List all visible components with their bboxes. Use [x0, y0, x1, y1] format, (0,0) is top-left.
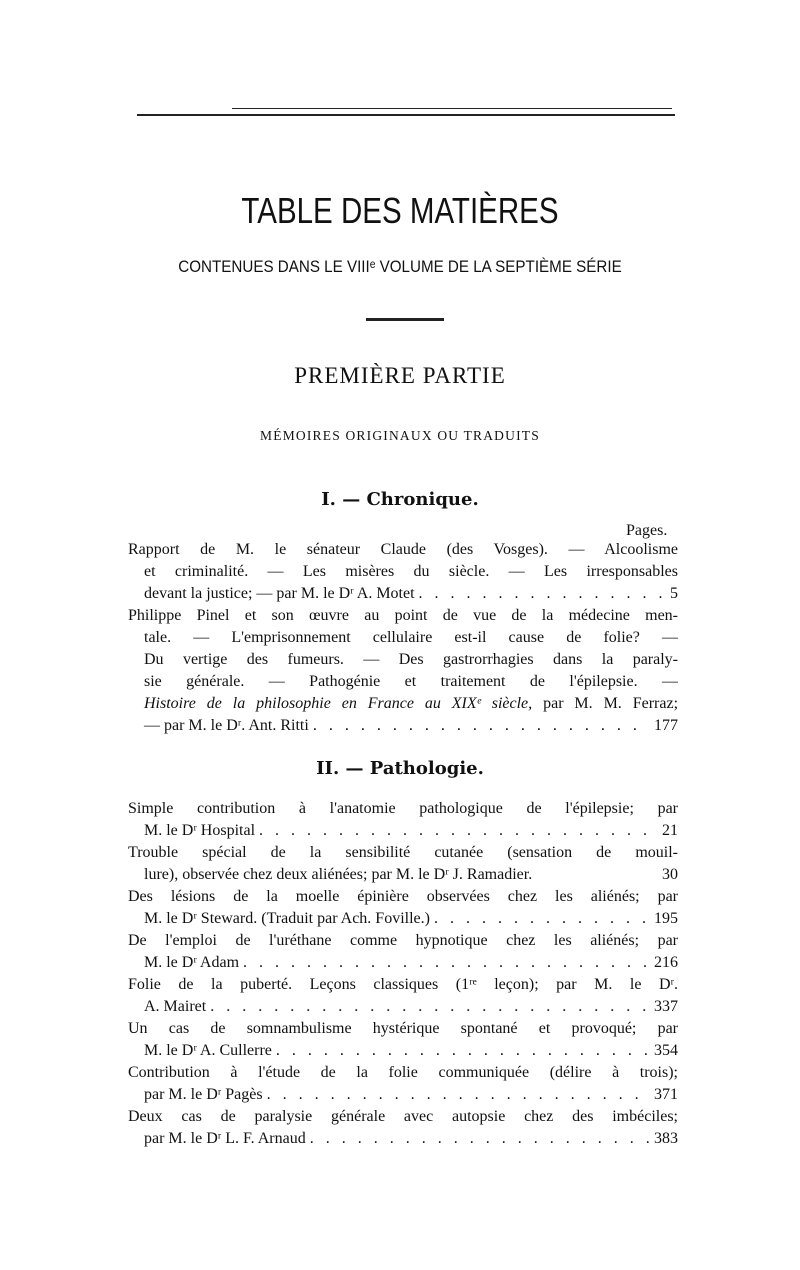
page-number: 177 — [654, 717, 678, 734]
toc-entry — [128, 1128, 678, 1150]
leader-dots — [243, 952, 650, 974]
toc-line: Simple contribution à l'anatomie pathologique de l'épilepsie; par — [128, 800, 678, 817]
section-heading-pathologie: II. — Pathologie. — [316, 758, 484, 779]
toc-line: M. le Dʳ Steward. (Traduit par Ach. Foville.) — [144, 910, 430, 927]
toc-line: Deux cas de paralysie générale avec autopsie chez des imbéciles; — [128, 1108, 678, 1125]
toc-line: M. le Dʳ Hospital — [144, 822, 256, 839]
toc-line: lure), observée chez deux aliénées; par M. le Dʳ J. Ramadier. — [144, 866, 533, 883]
leader-dots — [419, 583, 666, 605]
toc-line: par M. le Dʳ Pagès — [144, 1086, 263, 1103]
section-heading-chronique: I. — Chronique. — [321, 489, 479, 510]
toc-line: Un cas de somnambulisme hystérique spontané et provoqué; par — [128, 1020, 678, 1037]
toc-line: sie générale. — Pathogénie et traitement de l'épilepsie. — — [144, 673, 678, 690]
page-title: TABLE DES MATIÈRES — [241, 190, 559, 231]
toc-line: M. le Dʳ Adam — [144, 954, 240, 971]
pages-column-label: Pages. — [626, 522, 668, 539]
page-number: 383 — [654, 1130, 678, 1147]
page-number: 195 — [654, 910, 678, 927]
toc-line: Philippe Pinel et son œuvre au point de vue de la médecine men- — [128, 607, 678, 624]
toc-entry — [128, 908, 678, 930]
center-divider — [366, 318, 444, 321]
toc-entry — [128, 1040, 678, 1062]
toc-line: Rapport de M. le sénateur Claude (des Vosges). — Alcoolisme — [128, 541, 678, 558]
leader-dots — [313, 715, 650, 737]
toc-line: et criminalité. — Les misères du siècle. — Les irresponsables — [144, 563, 678, 580]
toc-line: A. Mairet — [144, 998, 207, 1015]
toc-entry — [128, 715, 678, 737]
page-number: 5 — [670, 585, 678, 602]
section-entries-pathologie — [128, 798, 678, 1150]
toc-entry — [128, 583, 678, 605]
toc-line: Contribution à l'étude de la folie communiquée (délire à trois); — [128, 1064, 678, 1081]
toc-line: tale. — L'emprisonnement cellulaire est-il cause de folie? — — [144, 629, 678, 646]
toc-line: — par M. le Dʳ. Ant. Ritti — [144, 717, 309, 734]
toc-entry — [128, 952, 678, 974]
page-number: 337 — [654, 998, 678, 1015]
top-rule-thick — [137, 114, 675, 116]
toc-entry — [128, 996, 678, 1018]
leader-dots — [210, 996, 650, 1018]
page-number: 21 — [662, 822, 678, 839]
page-number: 371 — [654, 1086, 678, 1103]
toc-line: Trouble spécial de la sensibilité cutanée (sensation de mouil- — [128, 844, 678, 861]
toc-line: Folie de la puberté. Leçons classiques (1ʳᵉ leçon); par M. le Dʳ. — [128, 976, 678, 993]
leader-dots — [310, 1128, 650, 1150]
leader-dots — [259, 820, 658, 842]
toc-line: De l'emploi de l'uréthane comme hypnotique chez les aliénés; par — [128, 932, 678, 949]
section-entries-chronique — [128, 539, 678, 737]
toc-line: Du vertige des fumeurs. — Des gastrorrhagies dans la paraly- — [144, 651, 678, 668]
toc-line: M. le Dʳ A. Cullerre — [144, 1042, 272, 1059]
book-title: Histoire de la philosophie en France au XIXᵉ siècle, — [144, 695, 533, 712]
part-title: PREMIÈRE PARTIE — [294, 363, 506, 388]
toc-line-mixed — [128, 693, 678, 715]
toc-entry — [128, 1084, 678, 1106]
part-subtitle: MÉMOIRES ORIGINAUX OU TRADUITS — [260, 428, 540, 443]
leader-dots — [434, 908, 650, 930]
page-number: 354 — [654, 1042, 678, 1059]
toc-line: devant la justice; — par M. le Dʳ A. Motet — [144, 585, 415, 602]
page-number: 30 — [662, 866, 678, 883]
page-number: 216 — [654, 954, 678, 971]
leader-dots — [276, 1040, 650, 1062]
toc-line: par M. le Dʳ L. F. Arnaud — [144, 1130, 306, 1147]
leader-dots — [267, 1084, 650, 1106]
toc-entry — [128, 864, 678, 886]
toc-line: Des lésions de la moelle épinière observées chez les aliénés; par — [128, 888, 678, 905]
top-rule-thin — [232, 108, 672, 109]
page-subtitle: CONTENUES DANS LE VIIIᵉ VOLUME DE LA SEPTIÈME SÉRIE — [178, 258, 622, 276]
toc-entry — [128, 820, 678, 842]
toc-line: par M. M. Ferraz; — [543, 695, 678, 712]
